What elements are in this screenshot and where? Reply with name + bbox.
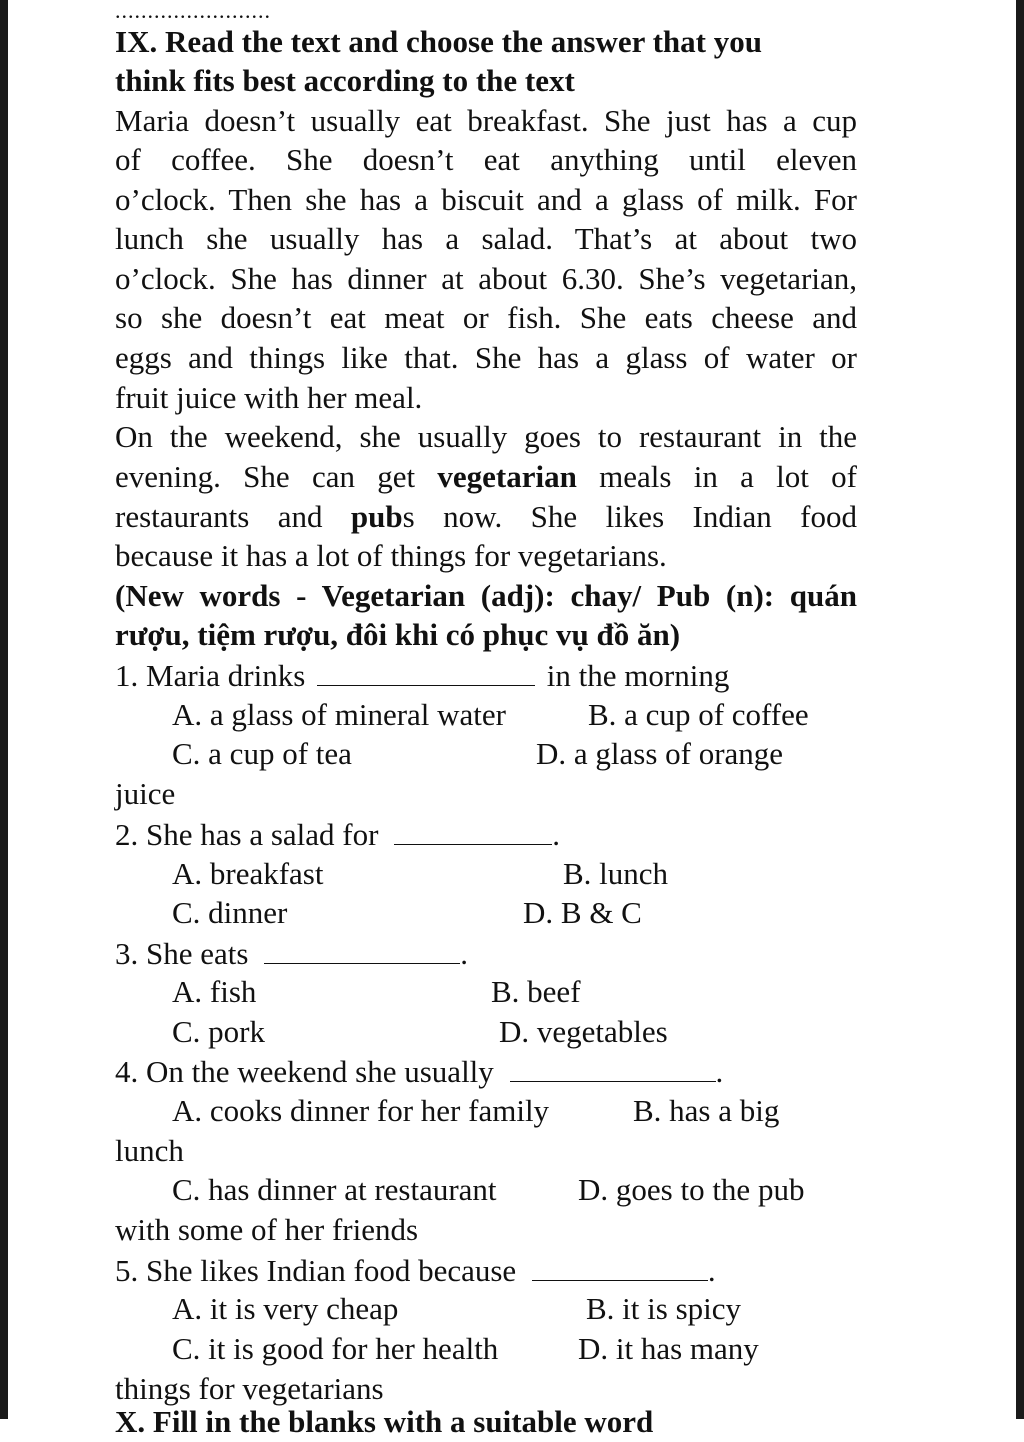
q4-option-d-wrap: with some of her friends	[115, 1212, 419, 1247]
dotted-line: ........................	[115, 0, 271, 23]
passage-line: Maria doesn’t usually eat breakfast. She just has a cup	[115, 103, 857, 138]
passage-line: lunch she usually has a salad. That’s at about two	[115, 221, 857, 256]
q2-option-b: B. lunch	[563, 856, 669, 891]
new-words-line1: (New words - Vegetarian (adj): chay/ Pub (n): quán	[115, 578, 857, 613]
next-section-heading-cut: X. Fill in the blanks with a suitable word	[115, 1404, 654, 1439]
text-run: meals in a lot of	[599, 459, 858, 494]
answer-blank	[317, 655, 535, 686]
q5-option-a: A. it is very cheap	[172, 1291, 399, 1326]
question-4-stem: 4. On the weekend she usually .	[115, 1051, 723, 1092]
question-2-stem: 2. She has a salad for .	[115, 814, 560, 855]
q3-option-d: D. vegetables	[499, 1014, 668, 1049]
q2-option-c: C. dinner	[172, 895, 288, 930]
passage-line: eggs and things like that. She has a glass of water or	[115, 340, 857, 375]
passage-line: On the weekend, she usually goes to restaurant in the	[115, 419, 857, 454]
q3-option-a: A. fish	[172, 974, 257, 1009]
q4-option-c: C. has dinner at restaurant	[172, 1172, 497, 1207]
keyword-pub: pub	[350, 499, 403, 534]
q4-option-b: B. has a big	[633, 1093, 780, 1128]
passage-line: o’clock. Then she has a biscuit and a glass of milk. For	[115, 182, 857, 217]
q5-option-b: B. it is spicy	[586, 1291, 742, 1326]
passage-line	[115, 457, 857, 497]
text-run: restaurants and	[115, 499, 323, 534]
answer-blank	[532, 1250, 708, 1281]
passage-line: so she doesn’t eat meat or fish. She eats cheese and	[115, 300, 857, 335]
new-words-line2: rượu, tiệm rượu, đôi khi có phục vụ đồ ăn)	[115, 617, 681, 652]
q5-option-c: C. it is good for her health	[172, 1331, 499, 1366]
question-5-stem: 5. She likes Indian food because .	[115, 1250, 716, 1291]
answer-blank	[264, 933, 460, 964]
q5-option-d-wrap: things for vegetarians	[115, 1371, 384, 1406]
q1-option-d-wrap: juice	[115, 776, 176, 811]
text-run: s now. She likes Indian food	[402, 499, 857, 534]
q5-option-d: D. it has many	[578, 1331, 759, 1366]
q2-option-a: A. breakfast	[172, 856, 324, 891]
q1-option-a: A. a glass of mineral water	[172, 697, 506, 732]
q1-option-d: D. a glass of orange	[536, 736, 784, 771]
q2-option-d: D. B & C	[523, 895, 642, 930]
q3-option-c: C. pork	[172, 1014, 265, 1049]
keyword-vegetarian: vegetarian	[437, 459, 577, 494]
q1-option-c: C. a cup of tea	[172, 736, 352, 771]
right-dark-edge	[1016, 0, 1024, 1419]
q4-option-a: A. cooks dinner for her family	[172, 1093, 550, 1128]
q3-option-b: B. beef	[491, 974, 581, 1009]
passage-line: o’clock. She has dinner at about 6.30. She’s vegetarian,	[115, 261, 857, 296]
question-1-stem: 1. Maria drinks in the morning	[115, 655, 729, 696]
passage-line: because it has a lot of things for vegetarians.	[115, 538, 667, 573]
section-title-line2: think fits best according to the text	[115, 63, 575, 98]
question-3-stem: 3. She eats .	[115, 933, 468, 974]
answer-blank	[394, 814, 552, 845]
q4-option-d: D. goes to the pub	[578, 1172, 805, 1207]
left-dark-edge	[0, 0, 8, 1419]
passage-line	[115, 497, 857, 537]
q1-option-b: B. a cup of coffee	[588, 697, 809, 732]
text-run: evening. She can get	[115, 459, 416, 494]
q4-option-b-wrap: lunch	[115, 1133, 184, 1168]
passage-line: of coffee. She doesn’t eat anything until eleven	[115, 142, 857, 177]
passage-line: fruit juice with her meal.	[115, 380, 423, 415]
answer-blank	[510, 1051, 716, 1082]
section-title-line1: IX. Read the text and choose the answer that you	[115, 24, 762, 59]
